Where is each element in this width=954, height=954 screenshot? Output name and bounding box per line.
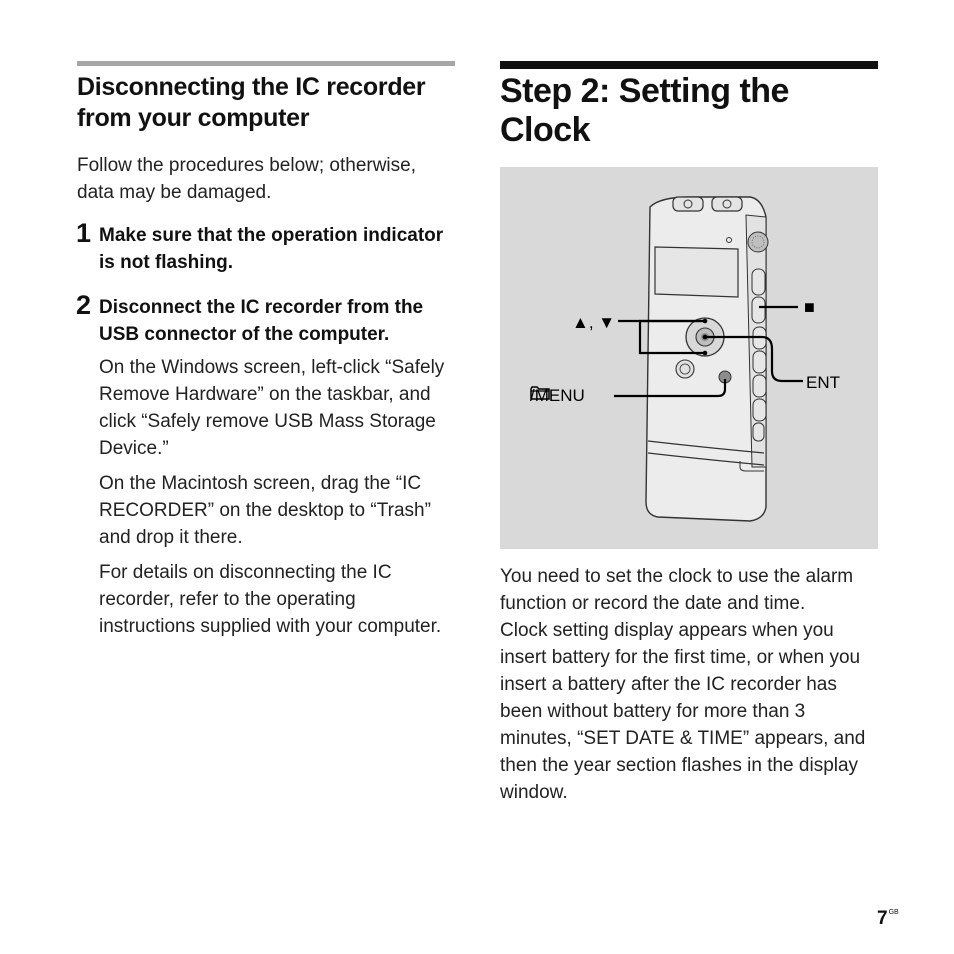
ic-recorder-illustration bbox=[500, 167, 878, 549]
page-number-suffix: GB bbox=[888, 909, 899, 916]
intro-text: Follow the procedures below; otherwise, data may be damaged. bbox=[77, 155, 417, 203]
step-1 bbox=[76, 218, 455, 276]
step-instruction: Make sure that the operation indicator is not flashing. bbox=[99, 225, 444, 273]
clock-paragraph-1: You need to set the clock to use the alarm function or record the date and time. bbox=[500, 566, 854, 614]
page-number bbox=[877, 908, 899, 930]
menu-label-text: /MENU bbox=[530, 386, 585, 405]
step-number: 2 bbox=[76, 290, 92, 320]
clock-paragraph-2: Clock setting display appears when you insert battery for the first time, or when you insert a battery after the IC recorder has been without battery for more than 3 minutes, “SET DATE & TIME” appears, and then the year section flashes in the display window. bbox=[500, 620, 866, 803]
step-title: Step 2: Setting the Clock bbox=[500, 72, 789, 149]
folder-icon bbox=[530, 386, 550, 400]
menu-label bbox=[530, 386, 585, 406]
up-down-arrows-icon: ▲, ▼ bbox=[572, 313, 616, 332]
left-column bbox=[77, 61, 455, 640]
ent-label: ENT bbox=[806, 373, 840, 392]
step-2 bbox=[76, 290, 455, 348]
step-title-rule bbox=[500, 61, 878, 69]
top-jack-2 bbox=[712, 197, 742, 211]
clock-description bbox=[500, 563, 878, 806]
top-jack-1 bbox=[673, 197, 703, 211]
step-number: 1 bbox=[76, 218, 92, 248]
details-paragraph: For details on disconnecting the IC recorder, refer to the operating instructions supplied with your computer. bbox=[99, 562, 442, 637]
section-rule bbox=[77, 61, 455, 66]
right-column bbox=[500, 61, 878, 150]
page-number-value: 7 bbox=[877, 908, 888, 929]
microphone-grill bbox=[748, 232, 768, 252]
step-instruction: Disconnect the IC recorder from the USB connector of the computer. bbox=[99, 297, 424, 345]
section-title: Disconnecting the IC recorder from your computer bbox=[77, 73, 426, 132]
windows-paragraph: On the Windows screen, left-click “Safely Remove Hardware” on the taskbar, and click “Safely remove USB Mass Storage Device.” bbox=[99, 357, 445, 459]
macintosh-paragraph: On the Macintosh screen, drag the “IC RECORDER” on the desktop to “Trash” and drop it there. bbox=[99, 473, 431, 548]
display-window bbox=[655, 247, 738, 297]
ic-recorder-figure bbox=[500, 167, 878, 549]
stop-icon: ■ bbox=[804, 297, 815, 317]
